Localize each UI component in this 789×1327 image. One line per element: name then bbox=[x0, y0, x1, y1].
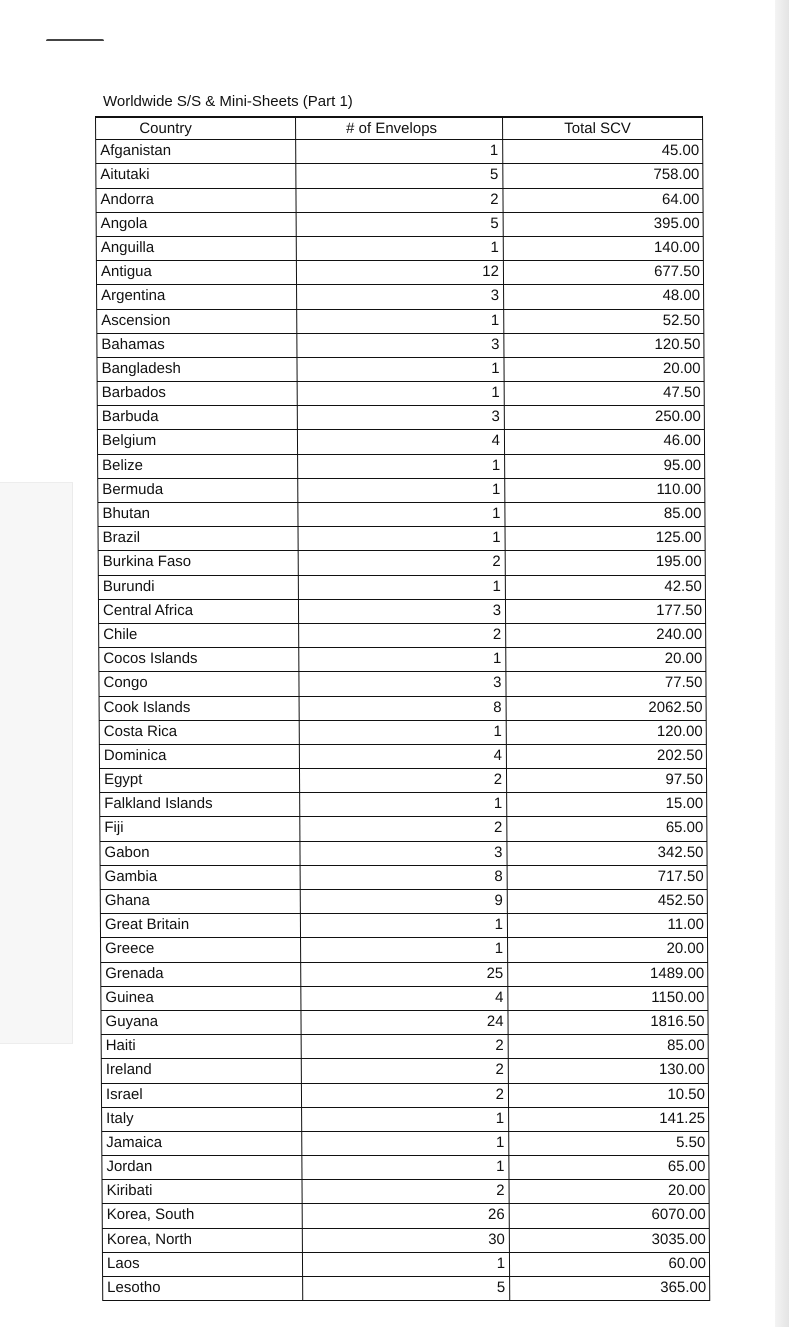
country-cell: Kiribati bbox=[102, 1180, 302, 1203]
country-cell: Central Africa bbox=[98, 600, 298, 623]
total-scv-cell: 5.50 bbox=[508, 1132, 709, 1155]
country-cell: Bermuda bbox=[97, 479, 297, 502]
envelopes-cell: 1 bbox=[297, 455, 504, 478]
total-scv-cell: 195.00 bbox=[505, 551, 706, 574]
country-cell: Ireland bbox=[101, 1059, 301, 1082]
table-row bbox=[101, 1132, 709, 1156]
envelopes-cell: 1 bbox=[300, 938, 507, 961]
total-scv-cell: 85.00 bbox=[504, 503, 705, 526]
total-scv-cell: 48.00 bbox=[503, 285, 704, 308]
country-cell: Barbuda bbox=[97, 406, 297, 429]
country-cell: Guinea bbox=[100, 987, 300, 1010]
total-scv-cell: 97.50 bbox=[506, 769, 707, 792]
country-cell: Costa Rica bbox=[99, 721, 299, 744]
table-row bbox=[99, 745, 707, 769]
total-scv-cell: 120.00 bbox=[506, 721, 707, 744]
total-scv-cell: 11.00 bbox=[507, 914, 708, 937]
envelopes-cell: 1 bbox=[301, 1156, 508, 1179]
envelopes-cell: 1 bbox=[297, 479, 504, 502]
envelopes-cell: 2 bbox=[301, 1059, 508, 1082]
total-scv-cell: 15.00 bbox=[506, 793, 707, 816]
total-scv-cell: 125.00 bbox=[505, 527, 706, 550]
envelopes-cell: 2 bbox=[295, 189, 502, 212]
table-row bbox=[102, 1229, 710, 1253]
envelopes-cell: 2 bbox=[299, 817, 506, 840]
envelopes-cell: 4 bbox=[299, 745, 506, 768]
envelopes-cell: 3 bbox=[296, 285, 503, 308]
envelopes-cell: 5 bbox=[296, 213, 503, 236]
envelopes-cell: 2 bbox=[302, 1180, 509, 1203]
envelopes-cell: 25 bbox=[300, 963, 507, 986]
total-scv-cell: 85.00 bbox=[508, 1035, 709, 1058]
total-scv-cell: 130.00 bbox=[508, 1059, 709, 1082]
total-scv-cell: 452.50 bbox=[507, 890, 708, 913]
total-scv-cell: 6070.00 bbox=[509, 1204, 710, 1227]
total-scv-cell: 677.50 bbox=[503, 261, 704, 284]
table-row bbox=[99, 697, 707, 721]
total-scv-cell: 177.50 bbox=[505, 600, 706, 623]
country-cell: Egypt bbox=[99, 769, 299, 792]
total-scv-cell: 1489.00 bbox=[507, 963, 708, 986]
paper-edge-left bbox=[0, 482, 73, 1044]
total-scv-cell: 60.00 bbox=[509, 1253, 710, 1276]
country-cell: Falkland Islands bbox=[99, 793, 299, 816]
envelopes-cell: 9 bbox=[300, 890, 507, 913]
country-cell: Guyana bbox=[100, 1011, 300, 1034]
country-cell: Bangladesh bbox=[96, 358, 296, 381]
envelopes-cell: 1 bbox=[296, 237, 503, 260]
total-scv-cell: 202.50 bbox=[506, 745, 707, 768]
envelopes-cell: 3 bbox=[298, 672, 505, 695]
country-cell: Jordan bbox=[101, 1156, 301, 1179]
country-cell: Jamaica bbox=[101, 1132, 301, 1155]
total-scv-cell: 46.00 bbox=[504, 430, 705, 453]
table-row bbox=[96, 261, 704, 285]
table-row bbox=[97, 406, 705, 430]
country-cell: Great Britain bbox=[100, 914, 300, 937]
total-scv-cell: 250.00 bbox=[504, 406, 705, 429]
envelopes-cell: 1 bbox=[299, 793, 506, 816]
table-row bbox=[100, 963, 708, 987]
table-row bbox=[101, 1156, 709, 1180]
envelopes-cell: 24 bbox=[300, 1011, 507, 1034]
country-cell: Italy bbox=[101, 1108, 301, 1131]
total-scv-cell: 140.00 bbox=[503, 237, 704, 260]
total-scv-cell: 1816.50 bbox=[507, 1011, 708, 1034]
envelopes-cell: 2 bbox=[301, 1035, 508, 1058]
country-cell: Dominica bbox=[99, 745, 299, 768]
country-cell: Chile bbox=[98, 624, 298, 647]
envelopes-cell: 3 bbox=[298, 600, 505, 623]
country-cell: Belize bbox=[97, 455, 297, 478]
table-row bbox=[96, 358, 704, 382]
country-cell: Ghana bbox=[100, 890, 300, 913]
total-scv-cell: 95.00 bbox=[504, 455, 705, 478]
envelopes-cell: 1 bbox=[297, 503, 504, 526]
envelopes-cell: 2 bbox=[299, 769, 506, 792]
country-cell: Ascension bbox=[96, 310, 296, 333]
table-row bbox=[96, 285, 704, 309]
table-row bbox=[96, 237, 704, 261]
column-header-envelopes: # of Envelops bbox=[295, 118, 502, 139]
table-body bbox=[95, 140, 710, 1301]
envelopes-cell: 1 bbox=[300, 914, 507, 937]
table-row bbox=[100, 890, 708, 914]
country-cell: Aitutaki bbox=[95, 164, 295, 187]
envelopes-cell: 1 bbox=[301, 1108, 508, 1131]
envelopes-cell: 2 bbox=[298, 551, 505, 574]
country-cell: Congo bbox=[98, 672, 298, 695]
total-scv-cell: 141.25 bbox=[508, 1108, 709, 1131]
table-row bbox=[95, 140, 703, 164]
total-scv-cell: 1150.00 bbox=[507, 987, 708, 1010]
table-row bbox=[99, 793, 707, 817]
total-scv-cell: 342.50 bbox=[506, 842, 707, 865]
envelopes-cell: 5 bbox=[302, 1277, 509, 1300]
table-row bbox=[98, 672, 706, 696]
envelopes-cell: 1 bbox=[296, 310, 503, 333]
country-cell: Greece bbox=[100, 938, 300, 961]
country-cell: Cook Islands bbox=[99, 697, 299, 720]
country-cell: Brazil bbox=[98, 527, 298, 550]
table-header-row bbox=[95, 116, 703, 140]
table-row bbox=[102, 1204, 710, 1228]
total-scv-cell: 10.50 bbox=[508, 1084, 709, 1107]
table-row bbox=[95, 189, 703, 213]
envelopes-cell: 4 bbox=[297, 430, 504, 453]
country-cell: Andorra bbox=[95, 189, 295, 212]
table-row bbox=[100, 866, 708, 890]
country-cell: Angola bbox=[96, 213, 296, 236]
table-row bbox=[102, 1253, 710, 1277]
table-row bbox=[100, 987, 708, 1011]
table-row bbox=[98, 551, 706, 575]
envelopes-cell: 1 bbox=[295, 140, 502, 163]
table-row bbox=[100, 1011, 708, 1035]
table-row bbox=[97, 503, 705, 527]
envelopes-cell: 1 bbox=[299, 721, 506, 744]
country-cell: Cocos Islands bbox=[98, 648, 298, 671]
envelopes-cell: 1 bbox=[297, 382, 504, 405]
country-cell: Bahamas bbox=[96, 334, 296, 357]
table-row bbox=[102, 1180, 710, 1204]
table-row bbox=[97, 479, 705, 503]
envelopes-cell: 3 bbox=[296, 334, 503, 357]
total-scv-cell: 64.00 bbox=[502, 189, 703, 212]
table-row bbox=[99, 817, 707, 841]
total-scv-cell: 77.50 bbox=[505, 672, 706, 695]
envelopes-cell: 1 bbox=[298, 527, 505, 550]
total-scv-cell: 20.00 bbox=[503, 358, 704, 381]
total-scv-cell: 65.00 bbox=[508, 1156, 709, 1179]
total-scv-cell: 20.00 bbox=[509, 1180, 710, 1203]
total-scv-cell: 65.00 bbox=[506, 817, 707, 840]
table-row bbox=[99, 842, 707, 866]
table-row bbox=[98, 624, 706, 648]
table-row bbox=[97, 455, 705, 479]
total-scv-cell: 20.00 bbox=[505, 648, 706, 671]
total-scv-cell: 110.00 bbox=[504, 479, 705, 502]
total-scv-cell: 42.50 bbox=[505, 576, 706, 599]
table-row bbox=[102, 1277, 710, 1301]
envelopes-cell: 26 bbox=[302, 1204, 509, 1227]
envelopes-cell: 3 bbox=[297, 406, 504, 429]
country-cell: Lesotho bbox=[102, 1277, 302, 1300]
country-cell: Israel bbox=[101, 1084, 301, 1107]
country-cell: Bhutan bbox=[97, 503, 297, 526]
country-cell: Gabon bbox=[99, 842, 299, 865]
country-cell: Korea, North bbox=[102, 1229, 302, 1252]
country-cell: Korea, South bbox=[102, 1204, 302, 1227]
table-row bbox=[101, 1059, 709, 1083]
country-cell: Grenada bbox=[100, 963, 300, 986]
table-row bbox=[100, 938, 708, 962]
total-scv-cell: 395.00 bbox=[503, 213, 704, 236]
envelopes-cell: 8 bbox=[299, 697, 506, 720]
envelopes-cell: 1 bbox=[296, 358, 503, 381]
staple-mark bbox=[46, 39, 104, 44]
envelopes-cell: 5 bbox=[295, 164, 502, 187]
envelopes-cell: 1 bbox=[301, 1132, 508, 1155]
country-cell: Fiji bbox=[99, 817, 299, 840]
envelopes-cell: 2 bbox=[298, 624, 505, 647]
table-row bbox=[99, 721, 707, 745]
envelopes-cell: 8 bbox=[300, 866, 507, 889]
table-row bbox=[99, 769, 707, 793]
table-row bbox=[96, 334, 704, 358]
envelopes-cell: 30 bbox=[302, 1229, 509, 1252]
table-row bbox=[101, 1084, 709, 1108]
envelopes-cell: 12 bbox=[296, 261, 503, 284]
table-row bbox=[98, 576, 706, 600]
total-scv-cell: 120.50 bbox=[503, 334, 704, 357]
country-cell: Burkina Faso bbox=[98, 551, 298, 574]
envelopes-cell: 1 bbox=[302, 1253, 509, 1276]
table-row bbox=[95, 164, 703, 188]
total-scv-cell: 717.50 bbox=[507, 866, 708, 889]
paper-edge-right bbox=[775, 0, 789, 1327]
table-row bbox=[98, 527, 706, 551]
table-row bbox=[96, 310, 704, 334]
total-scv-cell: 2062.50 bbox=[506, 697, 707, 720]
table-row bbox=[100, 914, 708, 938]
country-cell: Anguilla bbox=[96, 237, 296, 260]
table-row bbox=[101, 1035, 709, 1059]
table-row bbox=[97, 382, 705, 406]
column-header-country: Country bbox=[95, 118, 295, 139]
document-title: Worldwide S/S & Mini-Sheets (Part 1) bbox=[103, 93, 353, 110]
country-cell: Argentina bbox=[96, 285, 296, 308]
envelopes-cell: 3 bbox=[299, 842, 506, 865]
country-cell: Afganistan bbox=[95, 140, 295, 163]
envelopes-cell: 2 bbox=[301, 1084, 508, 1107]
country-cell: Gambia bbox=[100, 866, 300, 889]
total-scv-cell: 47.50 bbox=[504, 382, 705, 405]
table-row bbox=[96, 213, 704, 237]
total-scv-cell: 758.00 bbox=[502, 164, 703, 187]
total-scv-cell: 3035.00 bbox=[509, 1229, 710, 1252]
country-cell: Laos bbox=[102, 1253, 302, 1276]
country-cell: Belgium bbox=[97, 430, 297, 453]
envelopes-cell: 1 bbox=[298, 648, 505, 671]
total-scv-cell: 52.50 bbox=[503, 310, 704, 333]
table-row bbox=[98, 648, 706, 672]
country-cell: Barbados bbox=[97, 382, 297, 405]
table-row bbox=[101, 1108, 709, 1132]
inventory-table bbox=[95, 116, 710, 1301]
envelopes-cell: 4 bbox=[300, 987, 507, 1010]
country-cell: Haiti bbox=[101, 1035, 301, 1058]
country-cell: Antigua bbox=[96, 261, 296, 284]
envelopes-cell: 1 bbox=[298, 576, 505, 599]
total-scv-cell: 240.00 bbox=[505, 624, 706, 647]
total-scv-cell: 45.00 bbox=[502, 140, 703, 163]
total-scv-cell: 20.00 bbox=[507, 938, 708, 961]
total-scv-cell: 365.00 bbox=[509, 1277, 710, 1300]
column-header-total-scv: Total SCV bbox=[502, 118, 703, 139]
table-row bbox=[98, 600, 706, 624]
table-row bbox=[97, 430, 705, 454]
country-cell: Burundi bbox=[98, 576, 298, 599]
